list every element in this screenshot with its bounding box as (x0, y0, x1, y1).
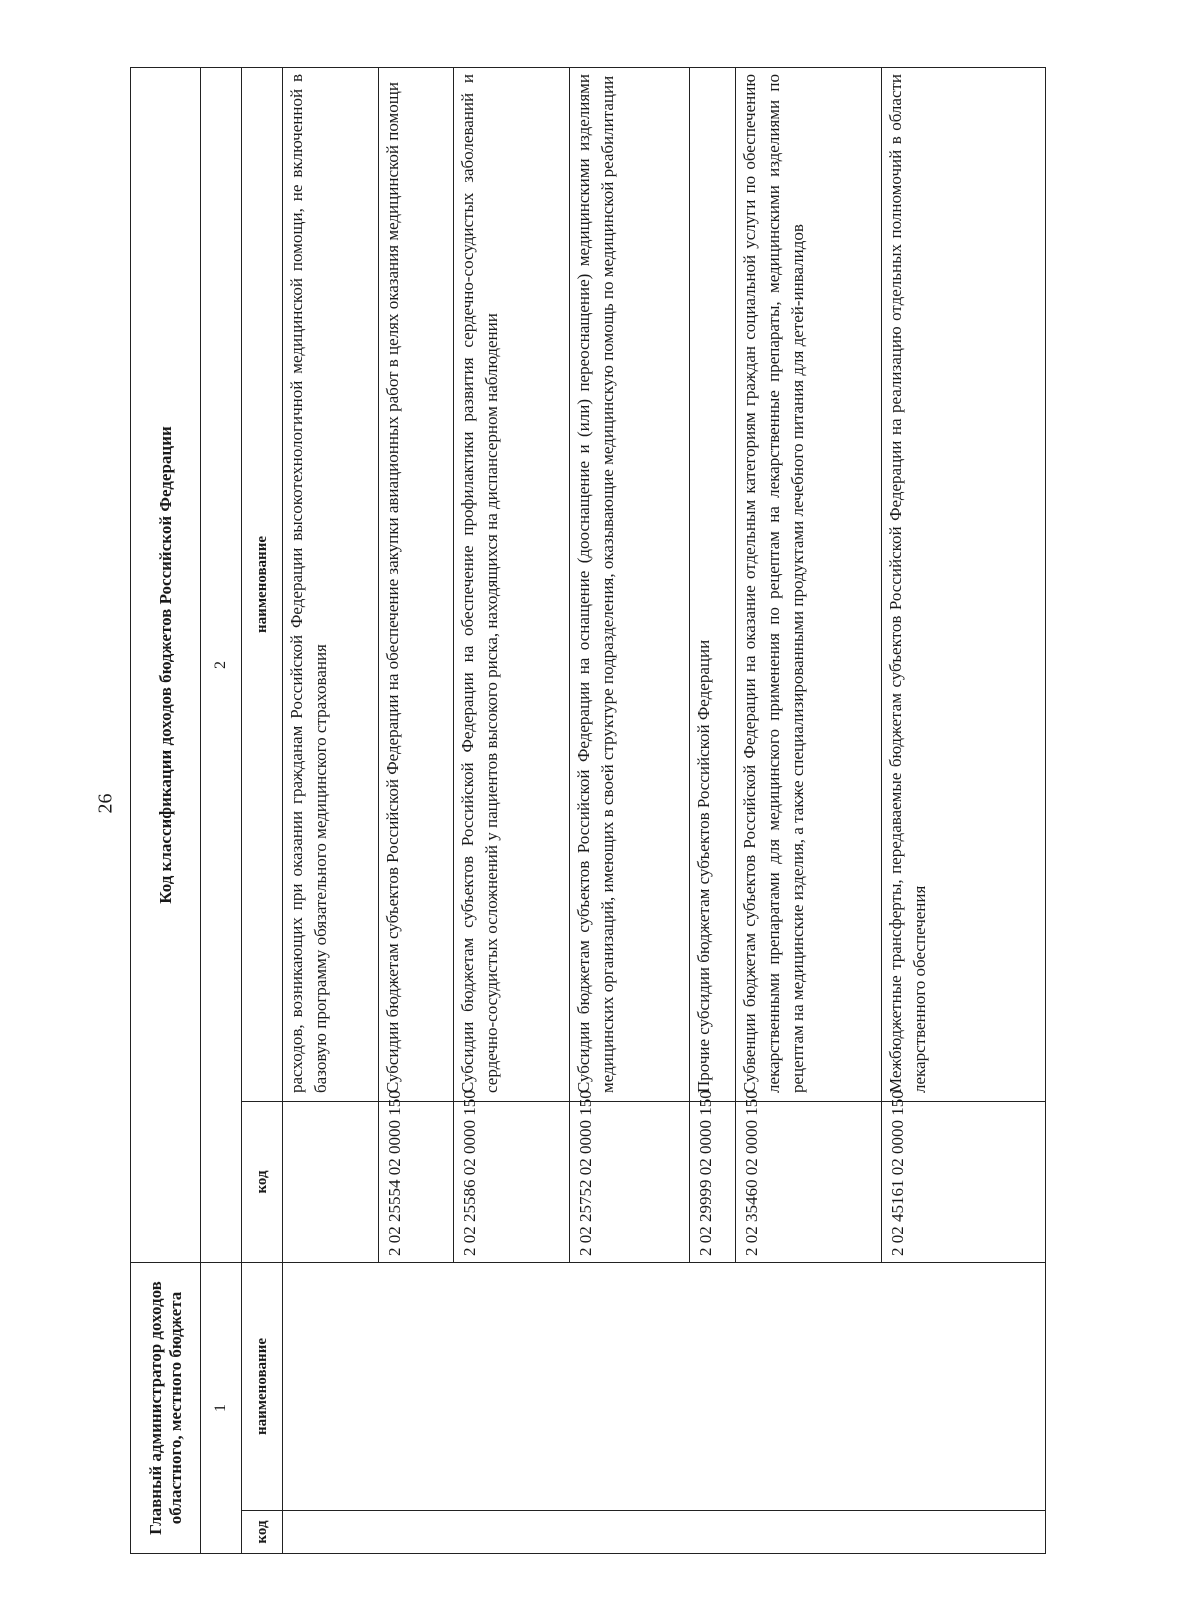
row-name: расходов, возникающих при оказании гражданам Российской Федерации высокотехнологичной медицинской помощи, не включенной в базовую программу обязательного медицинского страхования (283, 67, 379, 1101)
row-name: Прочие субсидии бюджетам субъектов Российской Федерации (690, 67, 736, 1101)
row-code: 2 02 45161 02 0000 150 (882, 1101, 1046, 1262)
row-code: 2 02 25586 02 0000 150 (454, 1101, 570, 1262)
header-row-columns (242, 67, 283, 1553)
classification-table (130, 67, 1046, 1554)
classification-header: Код классификации доходов бюджетов Российской Федерации (131, 67, 201, 1262)
admin-code-header: код (242, 1511, 283, 1554)
row-name: Субсидии бюджетам субъектов Российской Федерации на обеспечение профилактики развития сердечно-сосудистых заболеваний и сердечно-сосудистых осложнений у пациентов высокого риска, находящихся на диспансерном наблюдении (454, 67, 570, 1101)
admin-name-header: наименование (242, 1262, 283, 1510)
class-code-header: код (242, 1101, 283, 1262)
admin-header: Главный администратор доходов областного, местного бюджета (131, 1262, 201, 1553)
row-code (283, 1101, 379, 1262)
header-row-numbers (201, 67, 242, 1553)
row-code: 2 02 35460 02 0000 150 (736, 1101, 882, 1262)
page-number: 26 (94, 793, 117, 814)
rotated-page-content (130, 68, 1046, 1554)
row-name: Субсидии бюджетам субъектов Российской Федерации на оснащение (дооснащение и (или) переоснащение) медицинскими изделиями медицинских организаций, имеющих в своей структуре подразделения, оказывающие медицинскую помощь по медицинской реабилитации (570, 67, 690, 1101)
column-number-2: 2 (201, 67, 242, 1262)
class-name-header: наименование (242, 67, 283, 1101)
row-code: 2 02 25554 02 0000 150 (379, 1101, 454, 1262)
header-row-titles (131, 67, 201, 1553)
row-code: 2 02 29999 02 0000 150 (690, 1101, 736, 1262)
row-name: Субсидии бюджетам субъектов Российской Федерации на обеспечение закупки авиационных работ в целях оказания медицинской помощи (379, 67, 454, 1101)
row-name: Межбюджетные трансферты, передаваемые бюджетам субъектов Российской Федерации на реализацию отдельных полномочий в области лекарственного обеспечения (882, 67, 1046, 1101)
table-row (283, 67, 379, 1553)
row-code: 2 02 25752 02 0000 150 (570, 1101, 690, 1262)
column-number-1: 1 (201, 1262, 242, 1553)
admin-name-cell (283, 1262, 1046, 1510)
row-name: Субвенции бюджетам субъектов Российской Федерации на оказание отдельным категориям граждан социальной услуги по обеспечению лекарственными препаратами для медицинского применения по рецептам на лекарственные препараты, медицинскими изделиями по рецептам на медицинские изделия, а также специализированными продуктами лечебного питания для детей-инвалидов (736, 67, 882, 1101)
admin-code-cell (283, 1511, 1046, 1554)
